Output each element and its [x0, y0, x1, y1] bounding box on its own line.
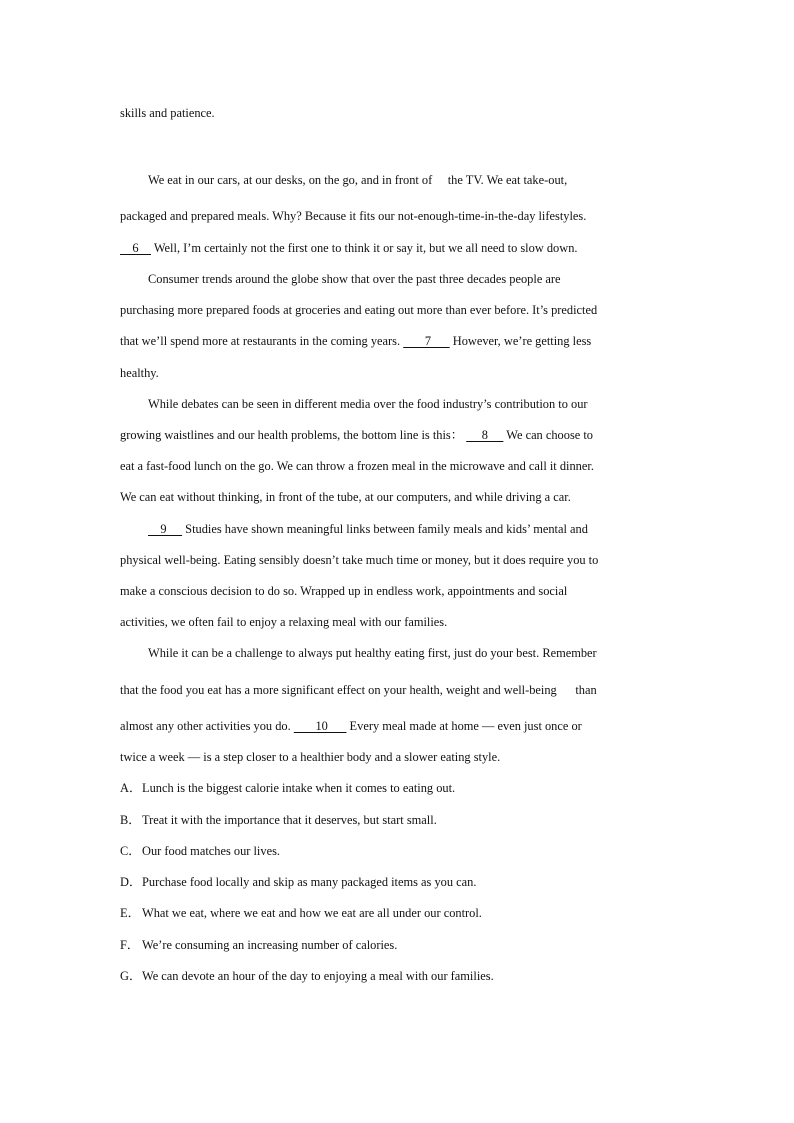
- option-text: Our food matches our lives.: [142, 844, 280, 858]
- option-a[interactable]: [120, 780, 455, 796]
- blank-6-text: Well, I’m certainly not the first one to think it or say it, but we all need to slow down.: [150, 241, 578, 255]
- paragraph-2-line-1: Consumer trends around the globe show that over the past three decades people are: [148, 272, 561, 286]
- paragraph-5-line-3: [120, 718, 582, 734]
- top-fragment: skills and patience.: [120, 106, 215, 120]
- blank-8-pre: growing waistlines and our health problems, the bottom line is this：: [120, 428, 467, 442]
- blank-7-pre: that we’ll spend more at restaurants in the coming years.: [120, 334, 404, 348]
- paragraph-2-line-3: [120, 333, 591, 349]
- paragraph-1-line-1: We eat in our cars, at our desks, on the go, and in front of the TV. We eat take-out,: [148, 173, 568, 187]
- paragraph-4-line-4: activities, we often fail to enjoy a relaxing meal with our families.: [120, 615, 448, 629]
- option-g[interactable]: [120, 968, 494, 984]
- paragraph-2-line-2: purchasing more prepared foods at groceries and eating out more than ever before. It’s predicted: [120, 303, 598, 317]
- option-text: What we eat, where we eat and how we eat are all under our control.: [142, 906, 482, 920]
- option-letter: E．: [120, 906, 140, 920]
- blank-10-text: Every meal made at home — even just once or: [346, 719, 582, 733]
- blank-9[interactable]: 9: [148, 522, 183, 536]
- option-text: Purchase food locally and skip as many packaged items as you can.: [142, 875, 477, 889]
- option-d[interactable]: [120, 874, 476, 890]
- option-text: We can devote an hour of the day to enjoying a meal with our families.: [142, 969, 494, 983]
- blank-10-pre: almost any other activities you do.: [120, 719, 294, 733]
- option-f[interactable]: [120, 937, 397, 953]
- paragraph-1-line-3: [120, 240, 578, 256]
- paragraph-4-line-2: physical well-being. Eating sensibly doesn’t take much time or money, but it does require you to: [120, 553, 599, 567]
- paragraph-2-tail: healthy.: [120, 366, 159, 380]
- paragraph-3-line-3: eat a fast-food lunch on the go. We can throw a frozen meal in the microwave and call it dinner.: [120, 459, 594, 473]
- option-text: We’re consuming an increasing number of calories.: [142, 938, 398, 952]
- option-e[interactable]: [120, 905, 482, 921]
- option-letter: G．: [120, 969, 142, 983]
- option-letter: C．: [120, 844, 141, 858]
- option-letter: D．: [120, 875, 142, 889]
- paragraph-3-line-1: While debates can be seen in different media over the food industry’s contribution to our: [148, 397, 588, 411]
- blank-7-text: However, we’re getting less: [449, 334, 592, 348]
- blank-9-text: Studies have shown meaningful links between family meals and kids’ mental and: [182, 522, 588, 536]
- blank-8-text: We can choose to: [503, 428, 593, 442]
- paragraph-4-line-1: [148, 521, 588, 537]
- option-b[interactable]: [120, 812, 437, 828]
- paragraph-5-line-2: that the food you eat has a more significant effect on your health, weight and well-being than: [120, 683, 597, 697]
- option-letter: F．: [120, 938, 140, 952]
- option-letter: A．: [120, 781, 142, 795]
- option-letter: B．: [120, 813, 141, 827]
- blank-7[interactable]: 7: [403, 334, 450, 348]
- option-text: Lunch is the biggest calorie intake when it comes to eating out.: [142, 781, 456, 795]
- blank-8[interactable]: 8: [466, 428, 504, 442]
- paragraph-5-tail: twice a week — is a step closer to a healthier body and a slower eating style.: [120, 750, 501, 764]
- blank-10[interactable]: 10: [293, 719, 347, 733]
- option-c[interactable]: [120, 843, 280, 859]
- paragraph-3-line-4: We can eat without thinking, in front of the tube, at our computers, and while driving a car.: [120, 490, 571, 504]
- paragraph-1-line-2: packaged and prepared meals. Why? Because it fits our not-enough-time-in-the-day lifestyles.: [120, 209, 587, 223]
- paragraph-4-line-3: make a conscious decision to do so. Wrapped up in endless work, appointments and social: [120, 584, 568, 598]
- paragraph-5-line-1: While it can be a challenge to always put healthy eating first, just do your best. Remember: [148, 646, 597, 660]
- option-text: Treat it with the importance that it deserves, but start small.: [142, 813, 437, 827]
- paragraph-3-line-2: [120, 427, 593, 443]
- blank-6[interactable]: 6: [120, 241, 151, 255]
